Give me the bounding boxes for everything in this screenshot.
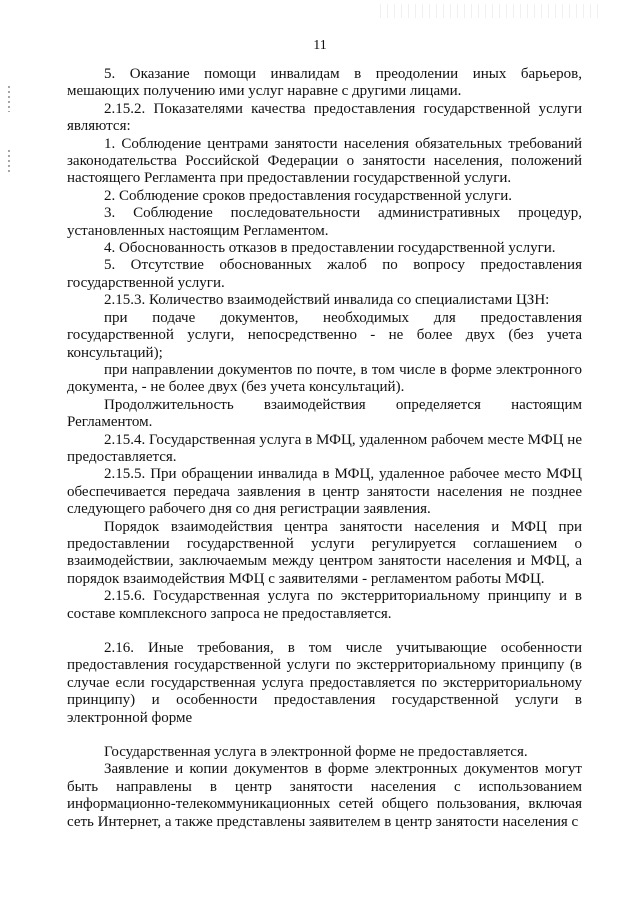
paragraph-quality-4: 4. Обоснованность отказов в предоставлении государственной услуги.: [104, 240, 556, 257]
paragraph-electronic-not-provided: Государственная услуга в электронной форме не предоставляется.: [104, 744, 528, 761]
paragraph-quality-2: 2. Соблюдение сроков предоставления государственной услуги.: [104, 187, 512, 204]
paragraph-2-15-4: 2.15.4. Государственная услуга в МФЦ, удаленном рабочем месте МФЦ не предоставляется.: [67, 431, 582, 465]
paragraph-item-5-barriers: 5. Оказание помощи инвалидам в преодолении иных барьеров, мешающих получению ими услуг наравне с другими лицами.: [67, 66, 582, 100]
paragraph-2-16: 2.16. Иные требования, в том числе учитывающие особенности предоставления государственной услуги по экстерриториальному принципу (в случае если государственная услуга предоставляется по экстерриториальному принципу) и особенности предоставления государственной услуги в электронной форме: [67, 640, 582, 726]
paragraph-duration: Продолжительность взаимодействия определяется настоящим Регламентом.: [67, 396, 582, 431]
margin-binding-mark: [8, 150, 10, 172]
paragraph-quality-1: 1. Соблюдение центрами занятости населения обязательных требований законодательства Российской Федерации о занятости населения, положений настоящего Регламента при предоставлении государственной услуги.: [67, 135, 582, 187]
paragraph-quality-5: 5. Отсутствие обоснованных жалоб по вопросу предоставления государственной услуги.: [67, 257, 582, 291]
scan-artifact: [380, 4, 600, 18]
paragraph-2-15-2: 2.15.2. Показателями качества предоставления государственной услуги являются:: [67, 100, 582, 135]
paragraph-2-15-6: 2.15.6. Государственная услуга по экстерриториальному принципу и в составе комплексного запроса не предоставляется.: [67, 588, 582, 622]
paragraph-2-15-3: 2.15.3. Количество взаимодействий инвалида со специалистами ЦЗН:: [104, 292, 550, 309]
paragraph-mfc-procedure: Порядок взаимодействия центра занятости населения и МФЦ при предоставлении государственной услуги регулируется соглашением о взаимодействии, заключаемым между центром занятости населения и МФЦ, а порядок взаимодействия МФЦ с заявителями - регламентом работы МФЦ.: [67, 518, 582, 587]
paragraph-quality-3: 3. Соблюдение последовательности административных процедур, установленных настоящим Регламентом.: [67, 205, 582, 239]
paragraph-by-mail: при направлении документов по почте, в том числе в форме электронного документа, - не более двух (без учета консультаций).: [67, 361, 582, 396]
document-body: [67, 66, 582, 831]
paragraph-in-person: при подаче документов, необходимых для предоставления государственной услуги, непосредственно - не более двух (без учета консультаций);: [67, 309, 582, 361]
paragraph-electronic-documents: Заявление и копии документов в форме электронных документов могут быть направлены в центр занятости населения с использованием информационно-телекоммуникационных сетей общего пользования, включая сеть Интернет, а также представлены заявителем в центр занятости населения с: [67, 761, 582, 830]
paragraph-2-15-5: 2.15.5. При обращении инвалида в МФЦ, удаленное рабочее место МФЦ обеспечивается передача заявления в центр занятости населения не позднее следующего рабочего дня со дня регистрации заявления.: [67, 466, 582, 518]
margin-binding-mark: [8, 86, 10, 112]
page-number: 11: [313, 38, 327, 53]
